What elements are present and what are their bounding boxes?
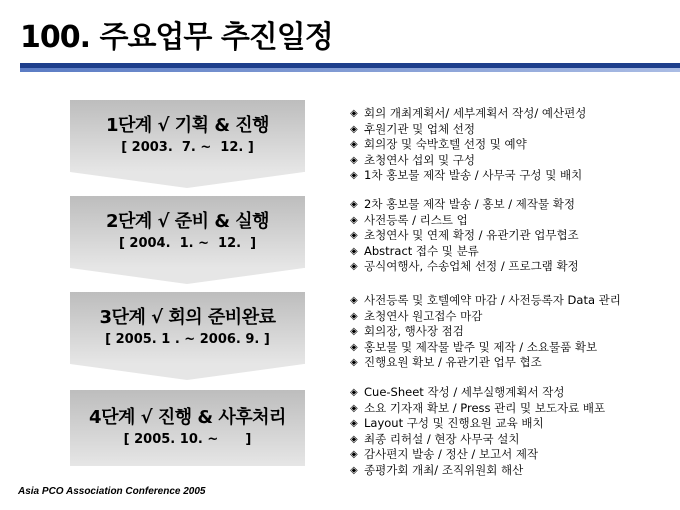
diamond-bullet-icon: ◈: [350, 214, 358, 226]
page-title: 100. 주요업무 추진일정: [20, 20, 333, 55]
list-item: ◈ 2차 홍보물 제작 발송 / 홍보 / 제작물 확정: [350, 197, 575, 211]
title-underline-light: [20, 68, 680, 72]
stage-1-arrow: [70, 172, 304, 188]
diamond-bullet-icon: ◈: [350, 245, 358, 257]
diamond-bullet-icon: ◈: [350, 230, 358, 242]
stage-4-task-list: [350, 385, 680, 479]
stage-3: [70, 292, 305, 380]
diamond-bullet-icon: ◈: [350, 326, 358, 338]
stage-1-box: [70, 100, 305, 172]
list-item: ◈ 회의장, 행사장 점검: [350, 324, 464, 339]
stage-3-arrow: [70, 364, 304, 380]
diamond-bullet-icon: ◈: [350, 295, 358, 306]
list-item: ◈ 진행요원 확보 / 유관기관 업무 협조: [350, 355, 542, 370]
stage-2: [70, 196, 305, 284]
stage-2-box: [70, 196, 305, 268]
diamond-bullet-icon: ◈: [350, 341, 358, 353]
list-item: ◈ 종평가회 개최/ 조직위원회 해산: [350, 462, 524, 477]
diamond-bullet-icon: ◈: [350, 387, 358, 398]
stage-1: [70, 100, 305, 188]
list-item: ◈ 후원기관 및 업체 선정: [350, 121, 475, 136]
stage-1-task-list: [350, 106, 680, 184]
diamond-bullet-icon: ◈: [350, 402, 358, 414]
list-item: ◈ 초청연사 및 연제 확정 / 유관기관 업무협조: [350, 228, 579, 243]
diamond-bullet-icon: ◈: [350, 464, 358, 476]
list-item: ◈ 홍보물 및 제작물 발주 및 제작 / 소요물품 확보: [350, 339, 598, 354]
stage-4-box: [70, 390, 305, 466]
list-item: ◈ 초청연사 섭외 및 구성: [350, 152, 475, 167]
diamond-bullet-icon: ◈: [350, 139, 358, 151]
stage-3-name: 3단계 √ 회의 준비완료: [99, 307, 276, 328]
list-item: ◈ 감사편지 발송 / 정산 / 보고서 제작: [350, 447, 539, 462]
stage-3-box: [70, 292, 305, 364]
list-item: ◈ 사전등록 / 리스트 업: [350, 212, 468, 227]
stage-3-date: [ 2005. 1 . ~ 2006. 9. ]: [105, 332, 270, 347]
list-item: ◈ 소요 기자재 확보 / Press 관리 및 보도자료 배포: [350, 400, 606, 415]
stage-4-date: [ 2005. 10. ~ ]: [123, 432, 252, 447]
diamond-bullet-icon: ◈: [350, 310, 358, 322]
stage-2-date: [ 2004. 1. ~ 12. ]: [118, 236, 257, 251]
diamond-bullet-icon: ◈: [350, 433, 358, 445]
list-item: ◈ 사전등록 및 호텔예약 마감 / 사전등록자 Data 관리: [350, 293, 621, 307]
diamond-bullet-icon: ◈: [350, 108, 358, 119]
diamond-bullet-icon: ◈: [350, 170, 358, 182]
stage-4-name: 4단계 √ 진행 & 사후처리: [89, 407, 286, 428]
stage-1-name: 1단계 √ 기획 & 진행: [105, 115, 270, 136]
list-item: ◈ Cue-Sheet 작성 / 세부실행계획서 작성: [350, 385, 565, 399]
stage-3-task-list: [350, 293, 680, 371]
list-item: ◈ 회의 개최계획서/ 세부계획서 작성/ 예산편성: [350, 106, 587, 120]
stage-1-date: [ 2003. 7. ~ 12. ]: [121, 140, 254, 155]
list-item: ◈ 초청연사 원고접수 마감: [350, 308, 483, 323]
stage-2-arrow: [70, 268, 304, 284]
list-item: ◈ Layout 구성 및 진행요원 교육 배치: [350, 416, 544, 431]
diamond-bullet-icon: ◈: [350, 449, 358, 461]
diamond-bullet-icon: ◈: [350, 357, 358, 369]
diamond-bullet-icon: ◈: [350, 199, 358, 210]
list-item: ◈ 회의장 및 숙박호텔 선정 및 예약: [350, 137, 527, 152]
diamond-bullet-icon: ◈: [350, 123, 358, 135]
diamond-bullet-icon: ◈: [350, 418, 358, 430]
diamond-bullet-icon: ◈: [350, 154, 358, 166]
stage-4: [70, 390, 305, 466]
list-item: ◈ 공식여행사, 수송업체 선정 / 프로그램 확정: [350, 259, 579, 274]
stage-2-name: 2단계 √ 준비 & 실행: [105, 211, 270, 232]
list-item: ◈ 최종 리허설 / 현장 사무국 설치: [350, 431, 520, 446]
list-item: ◈ 1차 홍보물 제작 발송 / 사무국 구성 및 배치: [350, 168, 583, 183]
footer-text: Asia PCO Association Conference 2005: [18, 486, 206, 497]
list-item: ◈ Abstract 접수 및 분류: [350, 243, 479, 258]
stage-2-task-list: [350, 197, 680, 275]
diamond-bullet-icon: ◈: [350, 261, 358, 273]
